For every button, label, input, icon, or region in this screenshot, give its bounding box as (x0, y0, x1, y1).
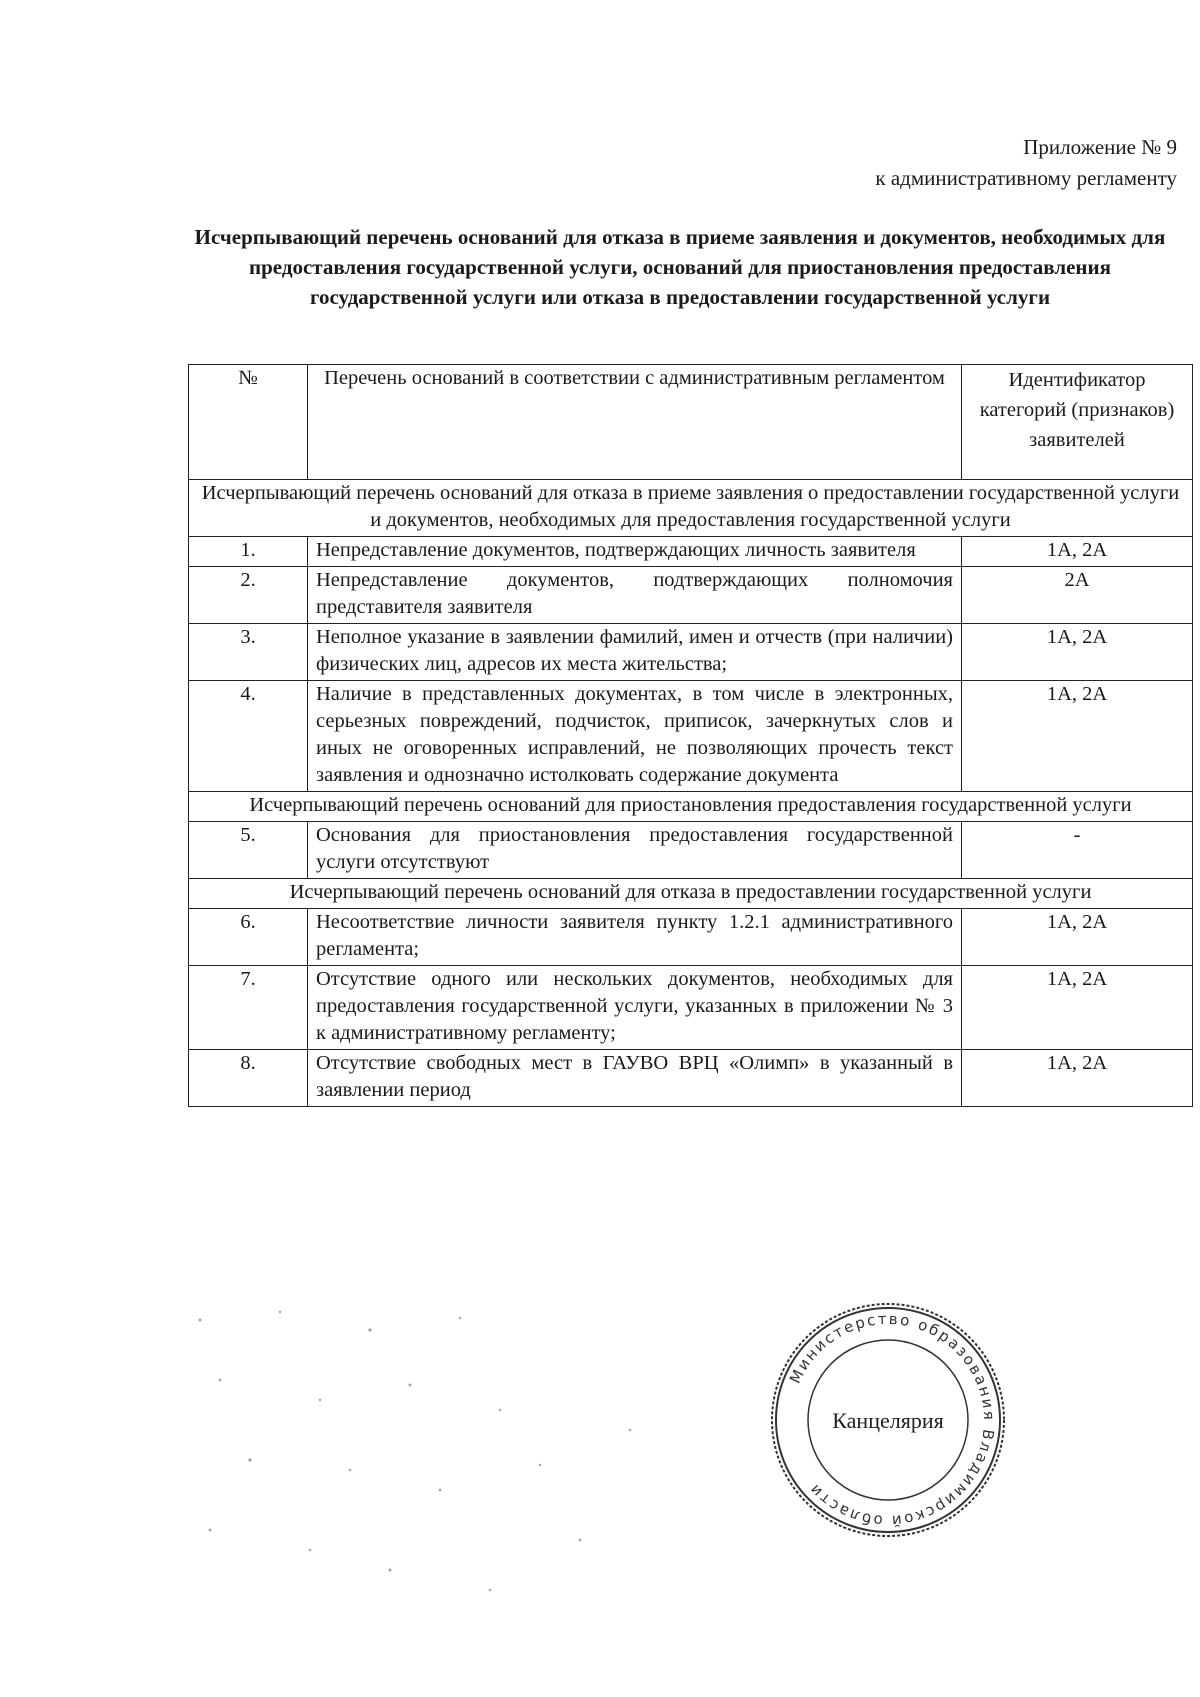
stamp-center-text: Канцелярия (832, 1408, 944, 1433)
row-number: 5. (189, 822, 308, 879)
row-applicant-category: 2А (962, 567, 1193, 624)
section-header-row (189, 792, 1193, 822)
annex-regulation: к административному регламенту (875, 166, 1177, 190)
section-title: Исчерпывающий перечень оснований для приостановления предоставления государственной услуги (189, 792, 1193, 822)
header-identifier: Идентификатор категорий (признаков) заявителей (962, 365, 1193, 480)
section-header-row (189, 480, 1193, 537)
section-title: Исчерпывающий перечень оснований для отказа в предоставлении государственной услуги (189, 879, 1193, 909)
grounds-table-body (189, 365, 1193, 1107)
table-row (189, 537, 1193, 567)
row-number: 2. (189, 567, 308, 624)
row-ground-text: Отсутствие одного или нескольких документов, необходимых для предоставления государственной услуги, указанных в приложении № 3 к административному регламенту; (308, 966, 962, 1050)
row-ground-text: Непредставление документов, подтверждающих полномочия представителя заявителя (308, 567, 962, 624)
row-number: 6. (189, 909, 308, 966)
table-row (189, 567, 1193, 624)
document-title: Исчерпывающий перечень оснований для отказа в приеме заявления и документов, необходимых для предоставления государственной услуги, оснований для приостановления предоставления государственной услуги или отказа в предоставлении государственной услуги (194, 225, 1166, 309)
table-row (189, 624, 1193, 681)
header-number: № (189, 365, 308, 480)
row-applicant-category: 1А, 2А (962, 537, 1193, 567)
row-ground-text: Неполное указание в заявлении фамилий, имен и отчеств (при наличии) физических лиц, адресов их места жительства; (308, 624, 962, 681)
table-row (189, 822, 1193, 879)
row-applicant-category: 1А, 2А (962, 1050, 1193, 1107)
row-ground-text: Несоответствие личности заявителя пункту 1.2.1 административного регламента; (308, 909, 962, 966)
row-number: 4. (189, 681, 308, 792)
row-ground-text: Отсутствие свободных мест в ГАУВО ВРЦ «Олимп» в указанный в заявлении период (308, 1050, 962, 1107)
row-applicant-category: 1А, 2А (962, 624, 1193, 681)
header-description: Перечень оснований в соответствии с административным регламентом (308, 365, 962, 480)
row-number: 7. (189, 966, 308, 1050)
row-applicant-category: - (962, 822, 1193, 879)
annex-reference (875, 132, 1177, 194)
row-number: 8. (189, 1050, 308, 1107)
table-row (189, 909, 1193, 966)
scan-noise (160, 1290, 720, 1620)
stamp-ring-text: Министерство образования Владимирской области (785, 1309, 999, 1531)
table-row (189, 966, 1193, 1050)
table-header-row (189, 365, 1193, 480)
table-row (189, 681, 1193, 792)
grounds-table (188, 364, 1193, 1107)
annex-number: Приложение № 9 (1023, 135, 1177, 159)
row-applicant-category: 1А, 2А (962, 966, 1193, 1050)
row-applicant-category: 1А, 2А (962, 681, 1193, 792)
row-ground-text: Наличие в представленных документах, в том числе в электронных, серьезных повреждений, подчисток, приписок, зачеркнутых слов и иных не оговоренных исправлений, не позволяющих прочесть текст заявления и однозначно истолковать содержание документа (308, 681, 962, 792)
section-title: Исчерпывающий перечень оснований для отказа в приеме заявления о предоставлении государственной услуги и документов, необходимых для предоставления государственной услуги (189, 480, 1193, 537)
section-header-row (189, 879, 1193, 909)
row-ground-text: Непредставление документов, подтверждающих личность заявителя (308, 537, 962, 567)
row-ground-text: Основания для приостановления предоставления государственной услуги отсутствуют (308, 822, 962, 879)
row-number: 3. (189, 624, 308, 681)
row-applicant-category: 1А, 2А (962, 909, 1193, 966)
row-number: 1. (189, 537, 308, 567)
table-row (189, 1050, 1193, 1107)
stamp-seal (768, 1300, 1008, 1540)
